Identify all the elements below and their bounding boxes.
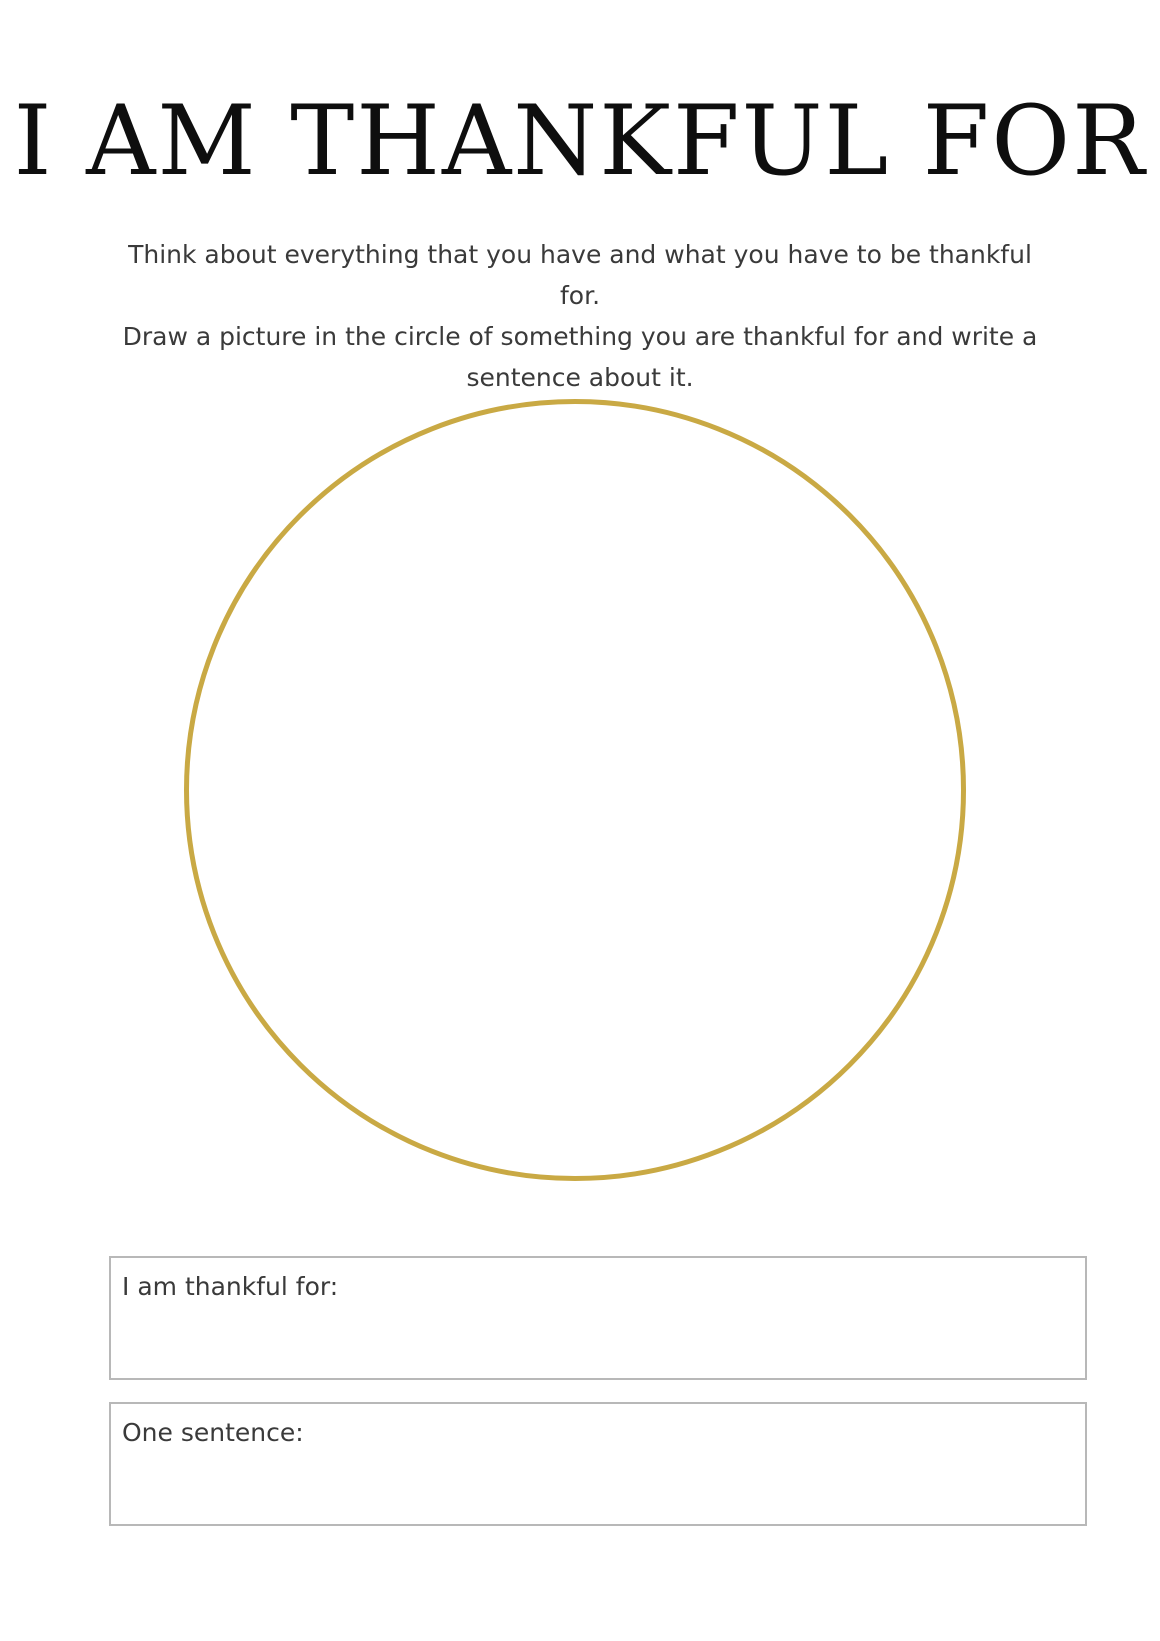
one-sentence-field[interactable]	[109, 1402, 1087, 1526]
thankful-for-label: I am thankful for:	[122, 1272, 339, 1301]
one-sentence-label: One sentence:	[122, 1418, 304, 1447]
instruction-line-3: sentence about it.	[466, 363, 694, 392]
thankful-for-field[interactable]	[109, 1256, 1087, 1380]
instructions	[120, 234, 1040, 398]
instruction-line-1: Think about everything that you have and what you have to be thankful for.	[128, 240, 1032, 310]
drawing-circle[interactable]	[184, 399, 966, 1181]
page-title: I AM THANKFUL FOR	[13, 85, 1147, 197]
instruction-line-2: Draw a picture in the circle of something you are thankful for and write a	[122, 322, 1038, 351]
